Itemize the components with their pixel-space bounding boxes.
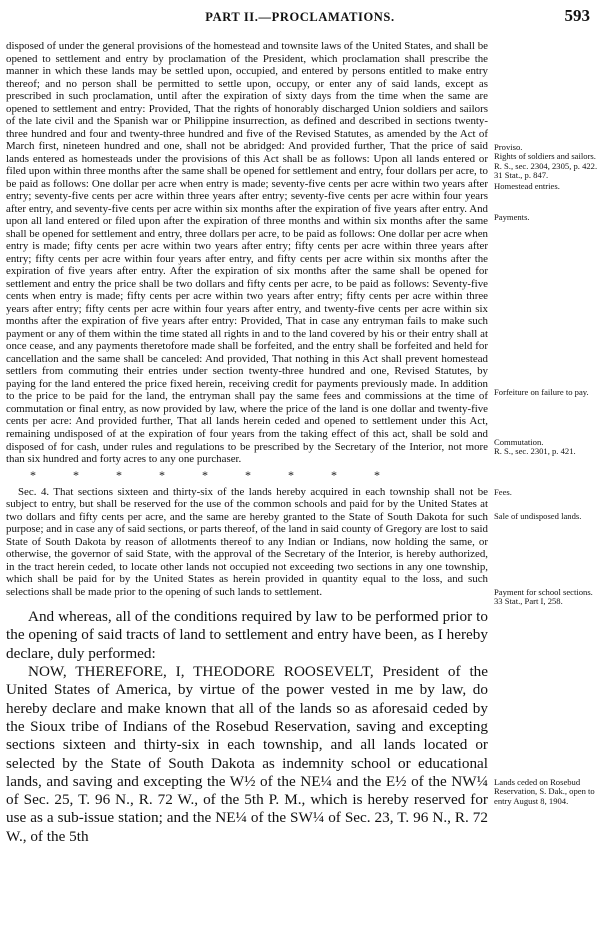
separator-star: * bbox=[116, 467, 122, 482]
margin-note-homestead: Homestead entries. bbox=[494, 181, 560, 191]
margin-note-sale: Sale of undisposed lands. bbox=[494, 511, 582, 521]
separator-star: * bbox=[245, 467, 251, 482]
separator-star: * bbox=[202, 467, 208, 482]
margin-note-school-sections: Payment for school sections. 33 Stat., Part I, 258. bbox=[494, 587, 593, 607]
main-text bbox=[6, 40, 488, 846]
separator-star: * bbox=[30, 467, 36, 482]
separator-star: * bbox=[288, 467, 294, 482]
separator-star: * bbox=[73, 467, 79, 482]
separator-star: * bbox=[159, 467, 165, 482]
proclamation-text bbox=[6, 608, 488, 846]
section-separator bbox=[30, 468, 488, 483]
section-4-paragraph: Sec. 4. That sections sixteen and thirty-six of the lands hereby acquired in each township shall not be subject to entry, but shall be reserved for the use of the common schools and paid for by the United States at two dollars and fifty cents per acre, and the same are hereby granted to the State of South Dakota for such purpose; and in case any of said sections, or parts thereof, of the land in said county of Gregory are lost to said State of South Dakota by reason of allotments thereof to any Indian or Indians, now holding the same, or otherwise, the governor of said State, with the approval of the Secretary of the Interior, is hereby authorized, in the tract herein ceded, to locate other lands not occupied not exceeding two sections in any one township, which shall be paid for by the United States as herein provided in quantity equal to the loss, and such selections shall be made prior to the opening of such lands to settlement. bbox=[6, 485, 488, 598]
running-head: PART II.—PROCLAMATIONS. bbox=[205, 10, 395, 24]
page-header bbox=[0, 6, 600, 28]
page-number: 593 bbox=[564, 6, 590, 25]
act-text bbox=[6, 40, 488, 598]
separator-star: * bbox=[331, 467, 337, 482]
whereas-paragraph: And whereas, all of the conditions required by law to be performed prior to the opening of said tracts of land to settlement and entry have been, as I hereby declare, duly performed: bbox=[6, 608, 488, 662]
margin-note-forfeiture: Forfeiture on failure to pay. bbox=[494, 387, 589, 397]
act-paragraph-continued: disposed of under the general provisions of the homestead and townsite laws of the United States, and shall be opened to settlement and entry by proclamation of the President, which proclamation shall prescribe the manner in which these lands may be settled upon, occupied, and entered by persons entitled to make entry thereof; and no person shall be permitted to settle upon, occupy, or enter any of said lands, except as prescribed in such proclamation, until after the expiration of sixty days from the time when the same are opened to settlement and entry: Provided, That the rights of honorably discharged Union soldiers and sailors of the late civil and the Spanish war or Philippine insurrection, as defined and described in sections twenty-three hundred and four and twenty-three hundred and five of the Revised Statutes, as amended by the Act of March first, nineteen hundred and one, shall not be abridged: And provided further, That the price of said lands entered as homesteads under the provisions of this Act shall be as follows: Upon all lands entered or filed upon within three months after the same shall be opened for settlement and entry, four dollars per acre, to be paid as follows: One dollar per acre when entry is made; seventy-five cents per acre within two years after entry; seventy-five cents per acre within three years after entry; seventy-five cents per acre within four years after entry, and seventy-five cents per acre within six months after the expiration of five years after entry. And upon all land entered or filed upon after the expiration of three months and within six months after the same shall be opened for settlement and entry, three dollars per acre, to be paid as follows: One dollar per acre when entry is made; fifty cents per acre within two years after entry; fifty cents per acre within three years after entry; fifty cents per acre within four years after entry, and fifty cents per acre within six months after the expiration of five years after entry. After the expiration of six months after the same shall be opened for settlement and entry the price shall be two dollars and fifty cents per acre, to be paid as follows: Seventy-five cents when entry is made; fifty cents per acre within two years after entry; fifty cents per acre within three years after entry; fifty cents per acre within four years after entry, and twenty-five cents per acre within six months after the expiration of five years after entry: Provided, That in case any entryman fails to make such payment or any of them within the time stated all rights in and to the land covered by his or their entry shall at once cease, and any payments theretofore made shall be forfeited, and the entry shall be forfeited and held for cancellation and the same shall be canceled: And provided, That nothing in this Act shall prevent homestead settlers from commuting their entries under section twenty-three hundred and one, Revised Statutes, by paying for the land entered the price fixed herein, receiving credit for payments previously made. In addition to the price to be paid for the land, the entryman shall pay the same fees and commissions at the time of commutation or final entry, as now provided by law, where the price of the land is one dollar and twenty-five cents per acre: And provided further, That all lands herein ceded and opened to settlement under this Act, remaining undisposed of at the expiration of four years from the taking effect of this act, shall be sold and disposed of for cash, under rules and regulations to be prescribed by the Secretary of the Interior, not more than six hundred and forty acres to any one purchaser. bbox=[6, 40, 488, 466]
margin-note-lands-ceded: Lands ceded on Rosebud Reservation, S. Dak., open to entry August 8, 1904. bbox=[494, 777, 595, 806]
margin-note-fees: Fees. bbox=[494, 487, 512, 497]
margin-note-commutation: Commutation. R. S., sec. 2301, p. 421. bbox=[494, 437, 576, 457]
margin-note-payments: Payments. bbox=[494, 212, 530, 222]
separator-star: * bbox=[374, 467, 380, 482]
margin-note-proviso: Proviso. Rights of soldiers and sailors. R. S., sec. 2304, 2305, p. 422. 31 Stat., p. 847. bbox=[494, 142, 598, 181]
declaration-paragraph: NOW, THEREFORE, I, THEODORE ROOSEVELT, President of the United States of America, by virtue of the power vested in me by law, do hereby declare and make known that all of the lands so as aforesaid ceded by the Sioux tribe of Indians of the Rosebud Reservation, saving and excepting sections sixteen and thirty-six in each township, and all lands located or selected by the State of South Dakota as indemnity school or educational lands, and saving and excepting the W½ of the NE¼ and the E½ of the NW¼ of Sec. 25, T. 96 N., R. 72 W., of the 5th P. M., which is hereby reserved for use as a sub-issue station; and the NE¼ of the SW¼ of Sec. 23, T. 96 N., R. 72 W., of the 5th bbox=[6, 663, 488, 845]
